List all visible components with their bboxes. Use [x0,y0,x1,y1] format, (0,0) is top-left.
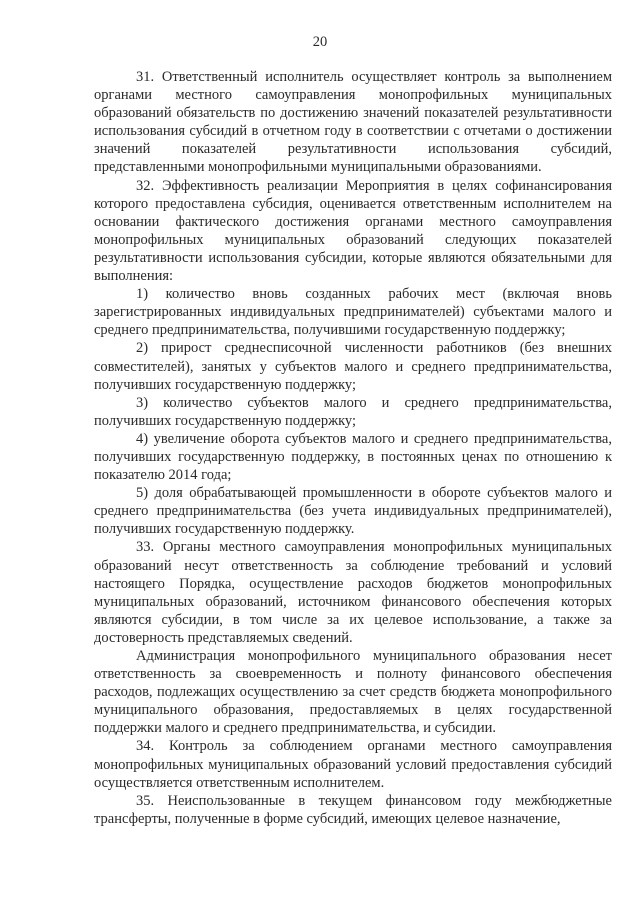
page-number: 20 [312,34,328,50]
paragraph-31: 31. Ответственный исполнитель осуществляет контроль за выполнением органами местного самоуправления монопрофильных муниципальных образований обязательств по достижению значений показателей результативности использования субсидий в отчетном году в соответствии с отчетами о достижении значений показателей результативности использования субсидий, представленными монопрофильными муниципальными образованиями. [94,69,612,176]
paragraph-33: 33. Органы местного самоуправления монопрофильных муниципальных образований несут ответственность за соблюдение требований и условий настоящего Порядка, осуществление расходов бюджетов монопрофильных муниципальных образований, источником финансового обеспечения которых являются субсидии, в том числе за их целевое использование, а также за достоверность представляемых сведений. [94,539,612,646]
list-item-3: 3) количество субъектов малого и среднего предпринимательства, получивших государственную поддержку; [94,394,612,429]
paragraph-administration: Администрация монопрофильного муниципального образования несет ответственность за своевременность и полноту финансового обеспечения расходов, подлежащих осуществлению за счет средств бюджета монопрофильного муниципального образования, предоставляемых в целях государственной поддержки малого и среднего предпринимательства, и субсидии. [94,648,612,737]
list-item-1: 1) количество вновь созданных рабочих мест (включая вновь зарегистрированных индивидуальных предпринимателей) субъектами малого и среднего предпринимательства, получившими государственную поддержку; [94,286,612,339]
paragraph-32: 32. Эффективность реализации Мероприятия в целях софинансирования которого предоставлена субсидия, оценивается ответственным исполнителем на основании фактического достижения органами местного самоуправления монопрофильных муниципальных образований следующих показателей результативности использования субсидии, которые являются обязательными для выполнения: [94,177,612,285]
list-item-4: 4) увеличение оборота субъектов малого и среднего предпринимательства, получивших государственную поддержку, в постоянных ценах по отношению к показателю 2014 года; [94,430,612,484]
paragraph-34: 34. Контроль за соблюдением органами местного самоуправления монопрофильных муниципальных образований условий предоставления субсидий осуществляется ответственным исполнителем. [94,738,612,791]
list-item-2: 2) прирост среднесписочной численности работников (без внешних совместителей), занятых у субъектов малого и среднего предпринимательства, получивших государственную поддержку; [94,340,612,393]
paragraph-35: 35. Неиспользованные в текущем финансовом году межбюджетные трансферты, полученные в форме субсидий, имеющих целевое назначение, [94,792,612,827]
document-body [94,68,612,828]
list-item-5: 5) доля обрабатывающей промышленности в обороте субъектов малого и среднего предпринимательства (без учета индивидуальных предпринимателей), получивших государственную поддержку. [94,485,612,538]
